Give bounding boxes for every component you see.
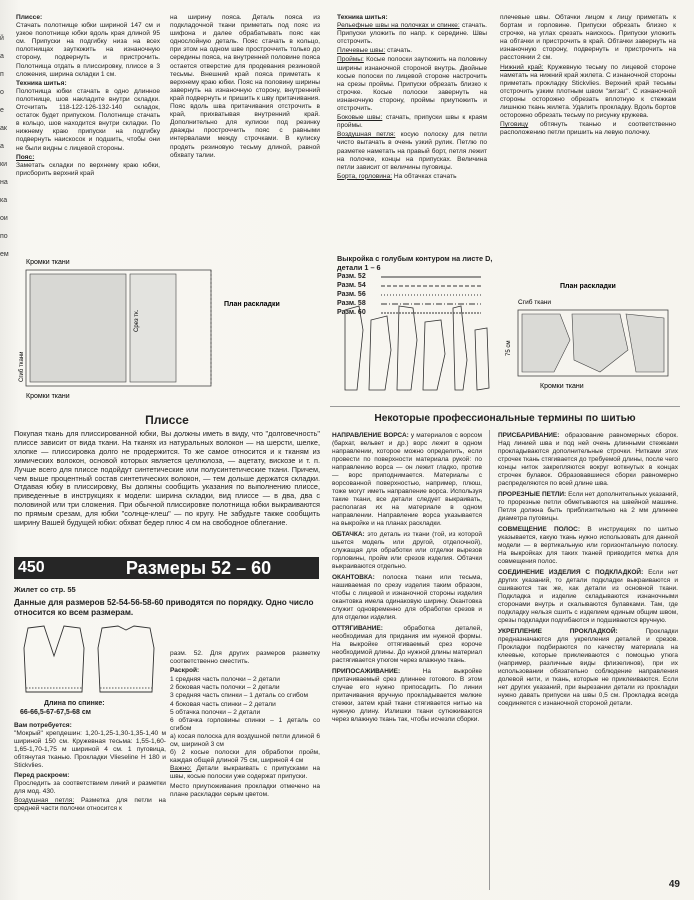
term-head: УКРЕПЛЕНИЕ ПРОКЛАДКОЙ: xyxy=(498,628,618,635)
cut-part-item: а) косая полоска для воздушной петли длиной 6 см, шириной 3 см xyxy=(170,732,320,749)
legend-size-label: Разм. 58 xyxy=(337,300,366,307)
plisse-title: Плиссе xyxy=(145,413,189,427)
belt-head: Пояс: xyxy=(16,153,35,161)
legend-line-sample xyxy=(381,292,481,298)
vest-sketch xyxy=(18,622,166,700)
model-header-bar xyxy=(14,557,319,579)
term-text: Если нет дополнительных указаний, то прорезные петли обметываются на швейной машине. Петля должна быть приблизительно на 2 мм длиннее диаметра пуговицы. xyxy=(498,491,678,522)
cut-part-item: б) 2 косые полоски для обработки пройм, каждая общей длиной 75 см, шириной 4 см xyxy=(170,749,320,765)
technique-item xyxy=(337,173,487,181)
cut-part-item: 5 обтачка полочки – 2 детали xyxy=(170,708,261,716)
cut-text: Проследить за соответствием линий и разметки для мод. 430. xyxy=(14,779,166,795)
plisse-article-text: Покупая ткань для плиссированной юбки, Вы должны иметь в виду, что "долговечность" плиссе зависит от вида ткани. На тканях из натуральных волокон — на шерсти, шелке, хлопке — плиссировка долго не продержится. То же самое относится и к тканям из химических волокон, основой которых является целлюлоза, — ацетату, вискозе и т. п. Лучше всего для плиссе подойдут синтетические или полусинтетические ткани. Причем, чем выше процентный состав синтетических волокон, — тем дольше держатся складки. Отдавая юбку в плиссировку, Вы должны сообщить указания по выполнению плиссе, приведенные в инструкциях к модели: ширина складки, вид плиссе — в два, два с половиной или три сложения. При обычной плиссировке полотнища юбки выкраиваются по прямым срезам, для юбки "солнце-клеш" — по кругу. Не забудьте также сообщить ширину Вашей будущей юбки: обхват бедер плюс 4 см на свободное облегание. xyxy=(14,430,320,528)
term-entry xyxy=(332,668,482,724)
vest-cutting xyxy=(170,650,320,895)
term-entry xyxy=(332,531,482,571)
margin-fragment: на xyxy=(0,179,8,186)
edge-label: Срез тк. xyxy=(134,309,140,332)
vest-fold-label: Сгиб ткани xyxy=(518,299,552,306)
vest-intro: Данные для размеров 52-54-56-58-60 приводятся по порядку. Одно число относится ко всем размерам. xyxy=(14,598,314,617)
term-text: Если нет других указаний, то детали подкладки выкраиваются и сшиваются так же, как детали из основной ткани. Подкладка и изделие складываются изнаночными сторонами внутрь и скалываются булавками. Там, где подкладку нельзя сшить с изделием единым общим швом, срезы подкладки подгибаются и подшиваются вручную. xyxy=(498,569,678,624)
piece-2 xyxy=(369,316,391,390)
technique-item-head: Плечевые швы: xyxy=(337,47,386,55)
parts-list xyxy=(170,676,320,765)
term-text: обработка деталей, необходимая для придания им нужной формы. На выкройке оттягиваемый срез короче необходимой длины. До нужной длины материал растягивается утюгом через влажную ткань. xyxy=(332,625,482,664)
technique-item-text: стачать. xyxy=(387,47,413,55)
belt-text: Заметать складки по верхнему краю юбки, присборить верхний край xyxy=(16,161,160,177)
fold-label: Сгиб ткани xyxy=(19,351,25,382)
piece-6 xyxy=(475,328,489,390)
technique-item xyxy=(337,22,487,46)
vest-edge-label: Кромки ткани xyxy=(540,383,584,390)
selvage-bottom-label: Кромки ткани xyxy=(26,393,70,400)
piece-1 xyxy=(345,306,363,390)
term-entry xyxy=(332,574,482,622)
technique-item-head: Воздушная петля: xyxy=(337,131,396,139)
vest-materials xyxy=(14,722,166,892)
pattern-legend-title: Выкройка с голубым контуром на листе D, детали 1 – 6 xyxy=(337,254,493,272)
plisse-text: Стачать полотнище юбки шириной 147 см и узкое полотнище юбки вдоль края длиной 95 см. Припуски на подгибку низа на всех полотнищах заутюжить на изнаночную сторону, подвернуть и пристрочить. Полотнища отдать в плиссировку, плиссе в 3 сложения, ширина складки 1 см. xyxy=(16,22,160,78)
term-entry xyxy=(498,569,678,625)
vest-ref: Жилет со стр. 55 xyxy=(14,585,76,594)
term-text: это деталь из ткани (той, из которой шьется модель или другой, отделочной), служащая для обработки или отделки вырезов горловины, пройм или срезов изделия. Обтачки выкраиваются отдельно. xyxy=(332,531,482,570)
technique-item xyxy=(337,114,487,130)
technique-item-head: Проймы: xyxy=(337,56,364,64)
note-head: Важно: xyxy=(170,765,192,773)
term-entry xyxy=(498,432,678,488)
mid-text: разм. 52. Для других размеров разметку соответственно сместить. xyxy=(170,650,320,666)
length-values: 66-66,5-67-67,5-68 см xyxy=(20,709,91,716)
term-head: СОЕДИНЕНИЕ ИЗДЕЛИЯ С ПОДКЛАДКОЙ: xyxy=(498,569,644,576)
piece-5 xyxy=(453,306,467,390)
need-head: Вам потребуется: xyxy=(14,722,72,729)
technique-item-head: Борта, горловина: xyxy=(337,172,393,180)
margin-fragment: ки xyxy=(0,161,7,168)
selvage-top-label: Кромки ткани xyxy=(26,259,70,266)
hem-text: Кружевную тесьму по лицевой стороне наметать на нижний край жилета. С изнаночной стороны приметать прокладку Stickvlies. Верхний край тесьмы отстрочить узким плотным швом "зигзаг". С изнаночной стороны осторожно обрезать вплотную к стежкам лишнюю ткань жилета. Удалить прокладку. Вдоль бортов осторожно обрезать тесьму по рисунку кружева. xyxy=(500,63,676,120)
loop-head: Воздушная петля: xyxy=(14,796,75,804)
term-text: В инструкциях по шитью указывается, какую ткань нужно использовать для данной модели — в вертикальную или горизонтальную полоску. На выкройках для таких тканей приводится метка для совмещения полос. xyxy=(498,526,678,565)
term-head: ОБТАЧКА: xyxy=(332,531,365,538)
length-label: Длина по спинке: xyxy=(44,700,105,707)
piece-3 xyxy=(397,306,417,390)
loop-text: Разметка для петли на средней части полочки относится к xyxy=(14,796,166,812)
legend-size-label: Разм. 54 xyxy=(337,282,366,289)
term-head: ПРИСБАРИВАНИЕ: xyxy=(498,432,560,439)
term-head: ОТТЯГИВАНИЕ: xyxy=(332,625,383,632)
margin-fragment: п xyxy=(0,71,4,78)
need-text: "Мокрый" крепдешин: 1,20-1,25-1,30-1,35-1,40 м шириной 150 см. Кружевная тесьма: 1,55-1,60-1,65-1,70-1,75 м шириной 4 см. 1 пуговица, обтянутая тканью. Прокладки Vlieseline H 180 и Stickvlies. xyxy=(14,730,166,770)
technique-head: Техника шитья: xyxy=(16,79,67,87)
term-head: ОКАНТОВКА: xyxy=(332,574,375,581)
terms-title: Некоторые профессиональные термины по шитью xyxy=(374,413,636,424)
term-entry xyxy=(332,432,482,528)
margin-fragment: ак xyxy=(0,125,7,132)
margin-fragment: по xyxy=(0,233,8,240)
term-entry xyxy=(498,491,678,523)
cut-part-item: 3 средняя часть спинки – 1 деталь со сгибом xyxy=(170,692,308,700)
term-text: Прокладки предназначаются для укрепления деталей и срезов. Прокладки подбираются по качеству материала на клеевые, которые приклеиваются с помощью утюга (например, различные виды флизелинов), при их использовании обязательно соблюдение направления долевой нити, и ткань, которые не приклеиваются. Если нет других указаний, при вырезании детали из прокладки нужно давать припуски на швы 0,5 см. Прокладка всегда соединяется с изнаночной стороной детали. xyxy=(498,628,678,707)
legend-size-label: Разм. 56 xyxy=(337,291,366,298)
technique-item-text: Косые полоски заутюжить на половину ширины изнаночной стороной внутрь. Двойные косые полоски по лицевой стороне настрочить на срезы проймы. Припуски обрезать близко к строчке. Косые полоски завернуть на изнаночную сторону, проймы приутюжить и отстрочить. xyxy=(337,56,487,113)
margin-fragment: й xyxy=(0,35,4,42)
term-head: ПРОРЕЗНЫЕ ПЕТЛИ: xyxy=(498,491,567,498)
model-sizes-title: Размеры 52 – 60 xyxy=(125,557,272,578)
technique-item xyxy=(337,47,487,55)
col4-text: плечевые швы. Обтачки лицом к лицу приметать к бортам и горловине. Припуски обрезать близко к строчке, на углах срезать наискось. Припуски уложить на обтачки и пристрочить в край. Обтачки завернуть на изнаночную сторону, подвернуть и пристрочить на расстоянии 2 см. xyxy=(500,14,676,62)
vest-front-outline xyxy=(24,626,84,692)
margin-fragments xyxy=(0,30,12,264)
cut-part-item: 1 средняя часть полочки – 2 детали xyxy=(170,676,280,684)
vest-plan-label: План раскладки xyxy=(560,283,616,290)
term-text: у материалов с ворсом (бархат, вельвет и др.) ворс лежит в одном направлении, которое можно определить, если провести по поверхности материала рукой: по направлению ворса — он лежит гладко, против — ворс приподнимается. Материалы с ворсованной поверхностью, например, плюш, тоже могут иметь направление ворса. Используя такие ткани, все детали следует выкраивать, располагая их на материале в одном направлении. Направление ворса указывается на выкройке и на планах раскладки. xyxy=(332,432,482,527)
technique-item-text: стачать. Припуски уложить по напр. к середине. Швы отстрочить. xyxy=(337,22,487,46)
term-text: полоска ткани или тесьма, нашиваемая по срезу изделия таким образом, чтобы с лицевой и изнаночной стороны изделия окантовка имела одинаковую ширину. Окантовка служит одновременно для обработки срезов и для отделки изделия. xyxy=(332,574,482,621)
term-entry xyxy=(498,628,678,708)
technique-item-text: На обтачках стачать xyxy=(393,172,457,180)
margin-fragment: ем xyxy=(0,251,9,258)
page-number: 49 xyxy=(668,879,680,890)
margin-fragment: ка xyxy=(0,197,8,204)
pattern-pieces-diagram xyxy=(337,300,497,400)
belt-text-cont: на ширину пояса. Деталь пояса из подкладочной ткани приметать под пояс из шифона и далее обрабатывать пояс как однослойную деталь. Пояс стачать в кольцо, при этом на одном шве простроччить только до середины пояса, на внутренней половине пояса остается отверстие для продевания резиновой тесьмы. Внешний край пояса приметать к верхнему краю юбки. Пояс на половину ширины завернуть на изнаночную сторону, внутренний край подвернуть и пришить к шву притачивания. Пояс вдоль шва притачивания отстрочить в край, прихватывая внутренний край. Дополнительно для кулиски под резинку дважды простроччить пояс с равными интервалами между строчками. В кулиску продеть резиновую тесьму длиной, равной обхвату талии. xyxy=(170,14,320,159)
plisse-head: Плиссе: xyxy=(16,14,43,21)
term-head: НАПРАВЛЕНИЕ ВОРСА: xyxy=(332,432,409,439)
technique-item xyxy=(337,56,487,113)
legend-row xyxy=(337,281,507,290)
skirt-layout-diagram xyxy=(14,250,320,410)
term-entry xyxy=(332,625,482,665)
term-head: ПРИПОСАЖИВАНИЕ: xyxy=(332,668,401,675)
margin-fragment: а xyxy=(0,53,4,60)
legend-line-sample xyxy=(381,274,481,280)
button-head: Пуговицу xyxy=(500,121,529,129)
technique-item xyxy=(337,131,487,171)
vest-width-label: 75 см xyxy=(506,340,512,356)
note2-text: Место приутюживания прокладки отмечено на плане раскладки серым цветом. xyxy=(170,782,320,798)
terms-divider xyxy=(489,430,490,890)
margin-fragment: ои xyxy=(0,215,8,222)
technique-text: Полотнища юбки стачать в одно длинное полотнище, шов накладите внутри складки. Отсчитать 118-122-126-132-140 складок, остаток будет припуском. Полотнище стачать в кольцо, шов находится внутри складки. По нижнему краю припуски на подгибку подвернуть наискосок и подшить, чтобы они не были видны с лицевой стороны. xyxy=(16,87,160,152)
margin-fragment: а xyxy=(0,143,4,150)
legend-line-sample xyxy=(381,283,481,289)
technique-item-text: косую полоску для петли чисто вытачать в очень узкий рулик. Петлю по разметке наметать на правый борт, петля лежит на полочке, концы на припусках. Величина петли зависит от величины пуговицы. xyxy=(337,131,487,171)
margin-fragment: о xyxy=(0,89,4,96)
margin-fragment: е xyxy=(0,107,4,114)
term-entry xyxy=(498,526,678,566)
legend-size-label: Разм. 52 xyxy=(337,273,366,280)
vest-technique xyxy=(337,14,487,246)
terms-left-column xyxy=(332,432,482,892)
term-text: На выкройке притачиваемый срез длиннее готового. В этом случае его нужно припосадить. По линии притачивания вручную прокладывается мелкие стежки, затем край ткани стягивается нитью на нужную длину. Излишки ткани сутюживаются через влажную ткань так, чтобы исчезли сборки. xyxy=(332,668,482,723)
cut-head: Перед раскроем: xyxy=(14,771,70,779)
vest-technique-items xyxy=(337,22,487,181)
technique-item-head: Рельефные швы на полочках и спинке: xyxy=(337,22,460,30)
skirt-instructions xyxy=(16,14,160,249)
plan-label: План раскладки xyxy=(224,301,280,308)
legend-row xyxy=(337,290,507,299)
technique-item-text: стачать, припуски швы к краям проймы. xyxy=(337,114,487,130)
terms-right-column xyxy=(498,432,678,882)
vest-technique-head: Техника шитья: xyxy=(337,14,388,21)
skirt-piece xyxy=(30,274,126,382)
skirt-instructions-cont xyxy=(170,14,320,249)
legend-size-label: Разм. 60 xyxy=(337,309,366,316)
note-text: Детали выкраивать с припусками на швы, косые полоски уже содержат припуски. xyxy=(170,765,320,781)
vest-back-outline xyxy=(98,626,154,692)
hem-head: Нижний край: xyxy=(500,63,544,71)
cut-part-item: 6 обтачка горловины спинки – 1 деталь со сгибом xyxy=(170,716,320,732)
legend-row xyxy=(337,272,507,281)
piece-4 xyxy=(423,320,445,390)
cut-part-item: 2 боковая часть полочки – 2 детали xyxy=(170,684,280,692)
cut-part-item: 4 боковая часть спинки – 2 детали xyxy=(170,700,276,708)
vest-layout-diagram xyxy=(500,280,680,395)
button-text: обтянуть тканью и соответственно расположению петли пришить на левую полочку. xyxy=(500,121,676,137)
technique-item-head: Боковые швы: xyxy=(337,114,383,122)
term-head: СОВМЕЩЕНИЕ ПОЛОС: xyxy=(498,526,581,533)
vest-technique-cont xyxy=(500,14,676,246)
plisse-article xyxy=(14,430,320,554)
raskroi-head: Раскрой: xyxy=(170,667,200,675)
vest-layout-shapes xyxy=(522,314,664,372)
model-number: 450 xyxy=(18,559,45,576)
term-text: образование равномерных сборок. Над линией шва и под ней очень длинными стежками прокладываются дополнительные строчки. Нитками этих строчек ткань стягивается до требуемой длины, после чего концы ниток закрепляются вокруг воткнутых в концах строчек булавок. Образовавшиеся сборки равномерно распределяются по всей длине шва. xyxy=(498,432,678,487)
terms-top-rule xyxy=(330,406,680,407)
